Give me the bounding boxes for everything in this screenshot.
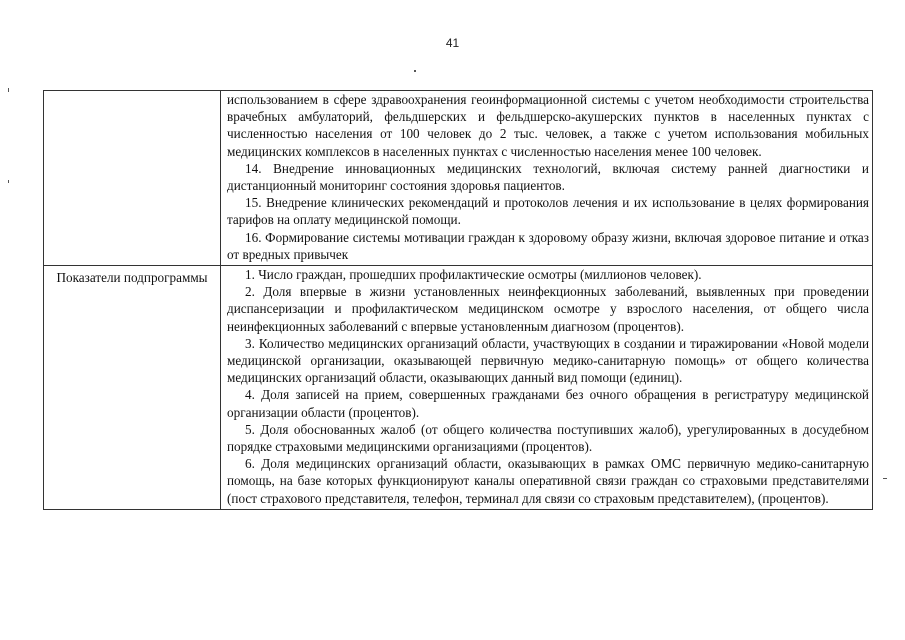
row-label xyxy=(44,91,220,94)
paragraph: 14. Внедрение инновационных медицинских технологий, включая систему ранней диагностики и дистанционный мониторинг состояния здоровья пациентов. xyxy=(227,160,869,194)
page-number: 41 xyxy=(445,36,460,50)
row-content xyxy=(221,91,872,265)
paragraph: использованием в сфере здравоохранения геоинформационной системы с учетом необходимости строительства врачебных амбулаторий, фельдшерских и фельдшерско-акушерских пунктов в населенных пунктах с численностью населения от 100 человек до 2 тыс. человек, а также с учетом использования мобильных медицинских комплексов в населенных пунктах с численностью населения менее 100 человек. xyxy=(227,92,869,159)
table-row xyxy=(44,266,873,510)
paragraph: 5. Доля обоснованных жалоб (от общего количества поступивших жалоб), урегулированных в досудебном порядке страховыми медицинскими организациями (процентов). xyxy=(227,421,869,455)
scan-speck xyxy=(883,478,887,479)
paragraph: 2. Доля впервые в жизни установленных неинфекционных заболеваний, выявленных при проведении диспансеризации и профилактическом медицинском осмотре у взрослого населения, от общего числа неинфекционных заболеваний с впервые установленным диагнозом (процентов). xyxy=(227,284,869,334)
paragraph: 16. Формирование системы мотивации граждан к здоровому образу жизни, включая здоровое питание и отказ от вредных привычек xyxy=(227,229,869,262)
row-label-cell xyxy=(44,91,221,266)
scan-speck xyxy=(8,180,9,183)
paragraph: 6. Доля медицинских организаций области, оказывающих в рамках ОМС первичную медико-санитарную помощь, на базе которых функционируют каналы оперативной связи граждан со страховыми представителями (пост страхового представителя, телефон, терминал для связи со страховым представителем), (процентов). xyxy=(227,456,869,506)
row-label-cell xyxy=(44,266,221,510)
row-content-cell xyxy=(221,266,873,510)
document-table xyxy=(43,90,873,510)
scan-speck xyxy=(414,70,416,72)
paragraph: 4. Доля записей на прием, совершенных гражданами без очного обращения в регистратуру медицинской организации области (процентов). xyxy=(227,387,869,420)
row-content-cell xyxy=(221,91,873,266)
table-row xyxy=(44,91,873,266)
paragraph: 15. Внедрение клинических рекомендаций и протоколов лечения и их использование в целях формирования тарифов на оплату медицинской помощи. xyxy=(227,195,869,228)
scan-speck xyxy=(8,88,9,92)
row-content xyxy=(221,266,872,509)
paragraph: 3. Количество медицинских организаций области, участвующих в создании и тиражировании «Новой модели медицинской организации, оказывающей первичную медико-санитарную помощь» от общего количества медицинских организаций области, оказывающих данный вид помощи (единиц). xyxy=(227,335,869,386)
paragraph: 1. Число граждан, прошедших профилактические осмотры (миллионов человек). xyxy=(245,267,702,283)
row-label: Показатели подпрограммы xyxy=(56,270,208,286)
